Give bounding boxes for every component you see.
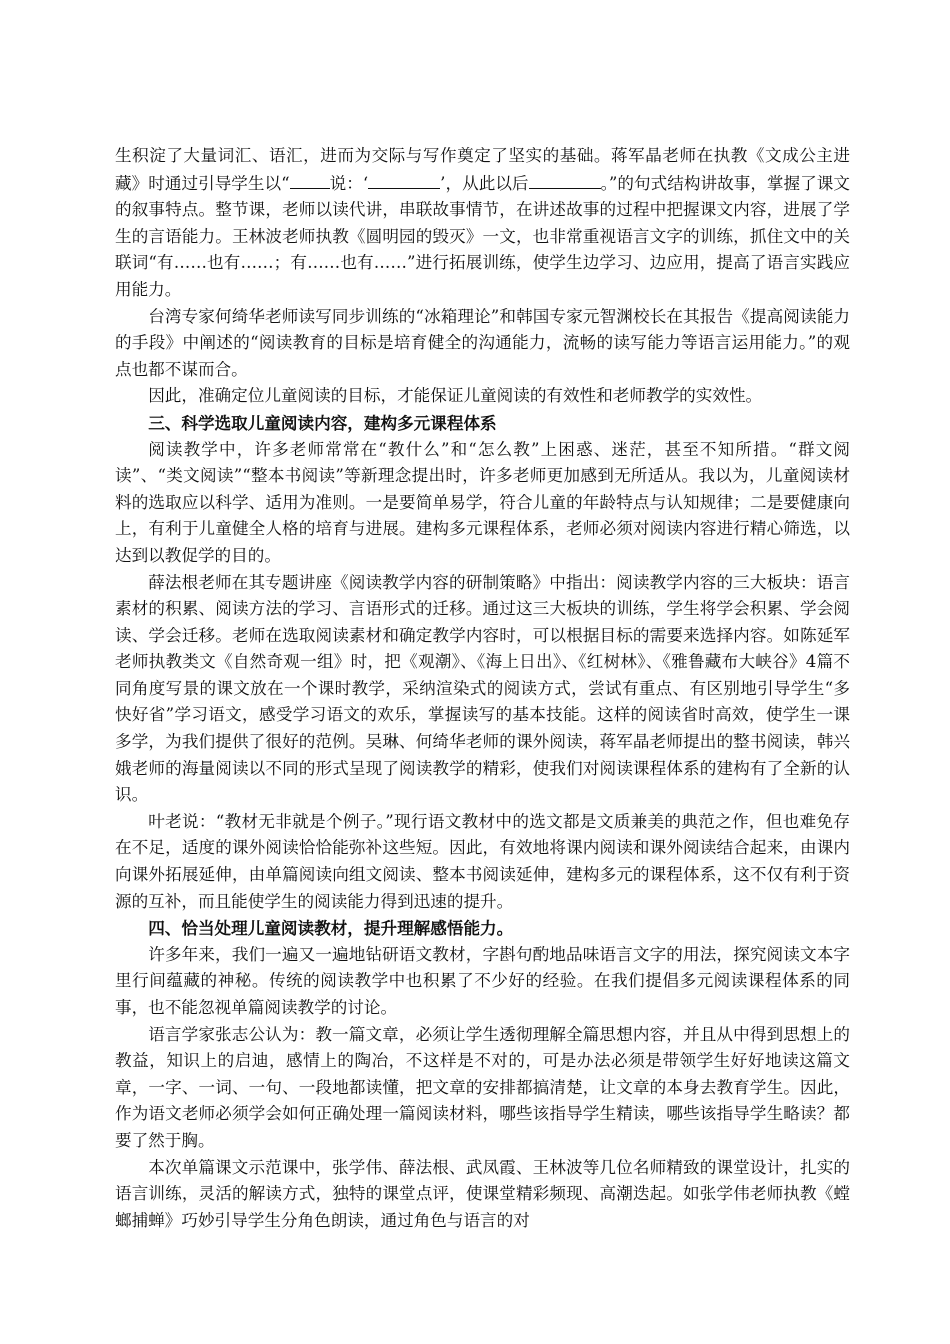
section-heading: 四、恰当处理儿童阅读教材，提升理解感悟能力。 bbox=[148, 918, 514, 939]
paragraph-text: 。”的句式结构讲故事，掌握了课文的叙事特点。整节课，老师以读代讲，串联故事情节，在讲述故事的过程中把握课文内容，进展了学生的言语能力。王林波老师执教《圆明园的毁灭》一文，也非常重视语言文字的训练，抓住文中的关联词“有……也有……；有……也有……”进行拓展训练，使学生边学习、边应用，提高了语言实践应用能力。 bbox=[115, 173, 850, 299]
document-page bbox=[115, 143, 850, 1234]
fill-blank bbox=[368, 170, 440, 189]
body-paragraph: 语言学家张志公认为：教一篇文章，必须让学生透彻理解全篇思想内容，并且从中得到思想上的教益，知识上的启迪，感情上的陶冶，不这样是不对的，可是办法必须是带领学生好好地读这篇文章，一字、一词、一句、一段地都读懂，把文章的安排都搞清楚，让文章的本身去教育学生。因此，作为语文老师必须学会如何正确处理一篇阅读材料，哪些该指导学生精读，哪些该指导学生略读？都要了然于胸。 bbox=[115, 1024, 850, 1150]
body-paragraph: 叶老说：“教材无非就是个例子。”现行语文教材中的选文都是文质兼美的典范之作，但也难免存在不足，适度的课外阅读恰恰能弥补这些短。因此，有效地将课内阅读和课外阅读结合起来，由课内向课外拓展延伸，由单篇阅读向组文阅读、整本书阅读延伸，建构多元的课程体系，这不仅有利于资源的互补，而且能使学生的阅读能力得到迅速的提升。 bbox=[115, 811, 850, 911]
paragraph-text: 生积淀了大量词汇、语汇，进而为交际与写作奠定了坚实的基础。蒋军晶老师在执教《文成公主进藏》时通过引导学生以“ bbox=[115, 146, 850, 193]
paragraph-text: 说：‘ bbox=[329, 173, 369, 193]
paragraph-text: ’，从此以后 bbox=[440, 173, 529, 193]
paragraph-continuation bbox=[115, 143, 850, 304]
body-paragraph: 台湾专家何绮华老师读写同步训练的“冰箱理论”和韩国专家元智渊校长在其报告《提高阅读能力的手段》中阐述的“阅读教育的目标是培育健全的沟通能力，流畅的读写能力等语言运用能力。”的观点也都不谋而合。 bbox=[115, 306, 850, 379]
body-paragraph: 阅读教学中，许多老师常常在“教什么”和“怎么教”上困惑、迷茫，甚至不知所措。“群文阅读”、“类文阅读”“整本书阅读”等新理念提出时，许多老师更加感到无所适从。我以为，儿童阅读材料的选取应以科学、适用为准则。一是要简单易学，符合儿童的年龄特点与认知规律；二是要健康向上，有利于儿童健全人格的培育与进展。建构多元课程体系，老师必须对阅读内容进行精心筛选，以达到以教促学的目的。 bbox=[115, 439, 850, 565]
body-paragraph: 本次单篇课文示范课中，张学伟、薛法根、武凤霞、王林波等几位名师精致的课堂设计，扎实的语言训练，灵活的解读方式，独特的课堂点评，使课堂精彩频现、高潮迭起。如张学伟老师执教《螳螂捕蝉》巧妙引导学生分角色朗读，通过角色与语言的对 bbox=[115, 1157, 850, 1230]
body-paragraph: 因此，准确定位儿童阅读的目标，才能保证儿童阅读的有效性和老师教学的实效性。 bbox=[148, 386, 763, 406]
fill-blank bbox=[290, 170, 330, 189]
body-paragraph: 薛法根老师在其专题讲座《阅读教学内容的研制策略》中指出：阅读教学内容的三大板块：语言素材的积累、阅读方法的学习、言语形式的迁移。通过这三大板块的训练，学生将学会积累、学会阅读、学会迁移。老师在选取阅读素材和确定教学内容时，可以根据目标的需要来选择内容。如陈延军老师执教类文《自然奇观一组》时，把《观潮》、《海上日出》、《红树林》、《雅鲁藏布大峡谷》4篇不同角度写景的课文放在一个课时教学，采纳渲染式的阅读方式，尝试有重点、有区别地引导学生“多快好省”学习语文，感受学习语文的欢乐，掌握读写的基本技能。这样的阅读省时高效，使学生一课多学，为我们提供了很好的范例。吴琳、何绮华老师的课外阅读，蒋军晶老师提出的整书阅读，韩兴娥老师的海量阅读以不同的形式呈现了阅读教学的精彩，使我们对阅读课程体系的建构有了全新的认识。 bbox=[115, 572, 850, 805]
body-paragraph: 许多年来，我们一遍又一遍地钻研语文教材，字斟句酌地品味语言文字的用法，探究阅读文本字里行间蕴藏的神秘。传统的阅读教学中也积累了不少好的经验。在我们提倡多元阅读课程体系的同事，也不能忽视单篇阅读教学的讨论。 bbox=[115, 944, 850, 1017]
fill-blank bbox=[529, 170, 601, 189]
section-heading: 三、科学选取儿童阅读内容，建构多元课程体系 bbox=[148, 412, 497, 433]
